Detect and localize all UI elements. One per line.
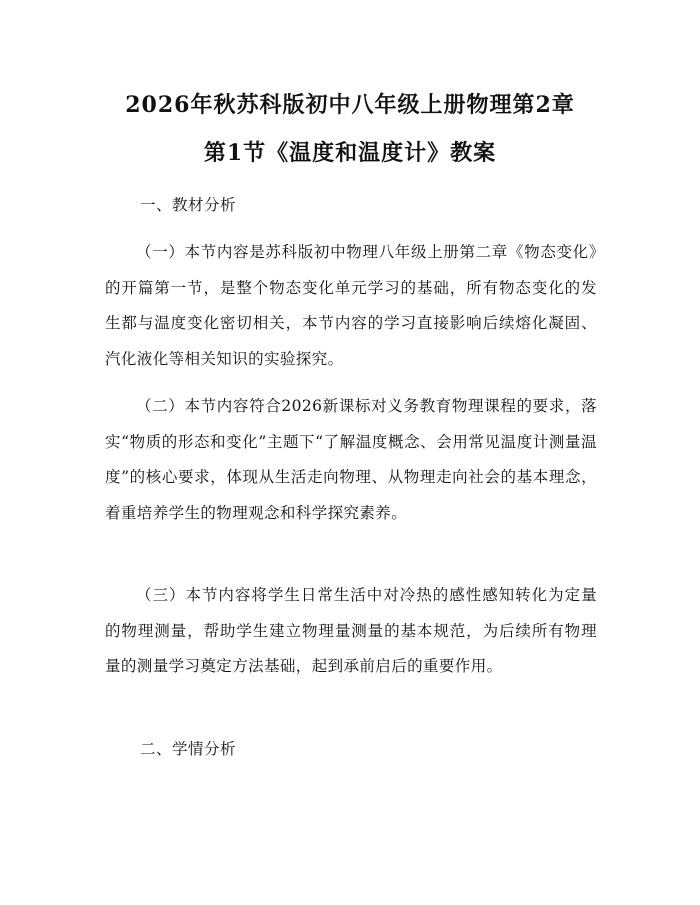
document-title-line-1: 2026年秋苏科版初中八年级上册物理第2章 (125, 92, 575, 118)
document-title-line-2: 第1节《温度和温度计》教案 (203, 140, 497, 166)
paragraph-1: （一）本节内容是苏科版初中物理八年级上册第二章《物态变化》的开篇第一节，是整个物态变化单元学习的基础，所有物态变化的发生都与温度变化密切相关，本节内容的学习直接影响后续熔化凝固、汽化液化等相关知识的实验探究。 (105, 243, 597, 369)
paragraph-2: （二）本节内容符合2026新课标对义务教育物理课程的要求，落实“物质的形态和变化”主题下“了解温度概念、会用常见温度计测量温度”的核心要求，体现从生活走向物理、从物理走向社会的基本理念，着重培养学生的物理观念和科学探究素养。 (105, 397, 597, 523)
section-heading-student-analysis: 二、学情分析 (140, 740, 237, 758)
paragraph-3: （三）本节内容将学生日常生活中对冷热的感性感知转化为定量的物理测量，帮助学生建立物理量测量的基本规范，为后续所有物理量的测量学习奠定方法基础，起到承前启后的重要作用。 (105, 586, 597, 676)
section-heading-textbook-analysis: 一、教材分析 (140, 196, 237, 214)
